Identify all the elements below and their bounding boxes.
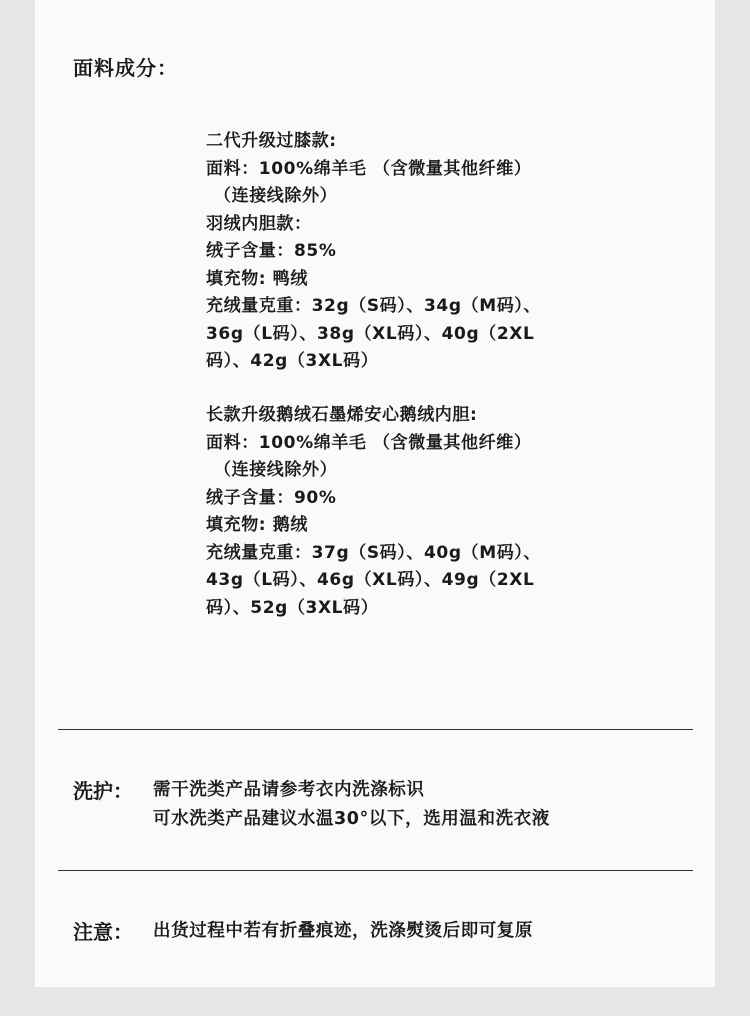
page-card	[35, 0, 715, 987]
divider	[58, 870, 693, 871]
fabric-block-knee-length	[206, 128, 541, 376]
block1-fabric-note: （连接线除外）	[214, 186, 338, 206]
fabric-block-long	[206, 402, 541, 622]
block1-liner-title: 羽绒内胆款：	[206, 213, 312, 234]
block1-fabric: 面料：100%绵羊毛 （含微量其他纤维）	[206, 158, 532, 179]
block2-fill-weight-3: 码）、52g（3XL码）	[206, 597, 379, 618]
block1-fill-weight-1: 充绒量克重：32g（S码）、34g（M码）、	[206, 296, 542, 316]
block2-down-content: 绒子含量：90%	[206, 487, 337, 508]
block1-fill-weight-3: 码）、42g（3XL码）	[206, 351, 379, 371]
block2-title: 长款升级鹅绒石墨烯安心鹅绒内胆:	[206, 405, 478, 425]
care-lines	[153, 776, 550, 834]
fabric-heading: 面料成分：	[73, 56, 178, 80]
block2-fabric: 面料：100%绵羊毛 （含微量其他纤维）	[206, 432, 532, 453]
care-label: 洗护：	[73, 779, 133, 803]
care-line-wash: 可水洗类产品建议水温30°以下，选用温和洗衣液	[153, 809, 550, 829]
block2-filling: 填充物: 鹅绒	[206, 515, 308, 535]
block2-fill-weight-2: 43g（L码）、46g（XL码）、49g（2XL	[206, 570, 535, 590]
block1-down-content: 绒子含量：85%	[206, 241, 337, 261]
block2-fill-weight-1: 充绒量克重：37g（S码）、40g（M码）、	[206, 542, 542, 563]
block2-fabric-note: （连接线除外）	[214, 460, 338, 480]
notice-text: 出货过程中若有折叠痕迹，洗涤熨烫后即可复原	[153, 921, 534, 941]
block1-filling: 填充物: 鸭绒	[206, 268, 308, 289]
block1-fill-weight-2: 36g（L码）、38g（XL码）、40g（2XL	[206, 323, 535, 344]
care-line-dry-clean: 需干洗类产品请参考衣内洗涤标识	[153, 780, 425, 800]
notice-label: 注意：	[73, 920, 133, 944]
block1-title: 二代升级过膝款:	[206, 131, 337, 151]
notice-lines	[153, 917, 533, 946]
divider	[58, 729, 693, 730]
